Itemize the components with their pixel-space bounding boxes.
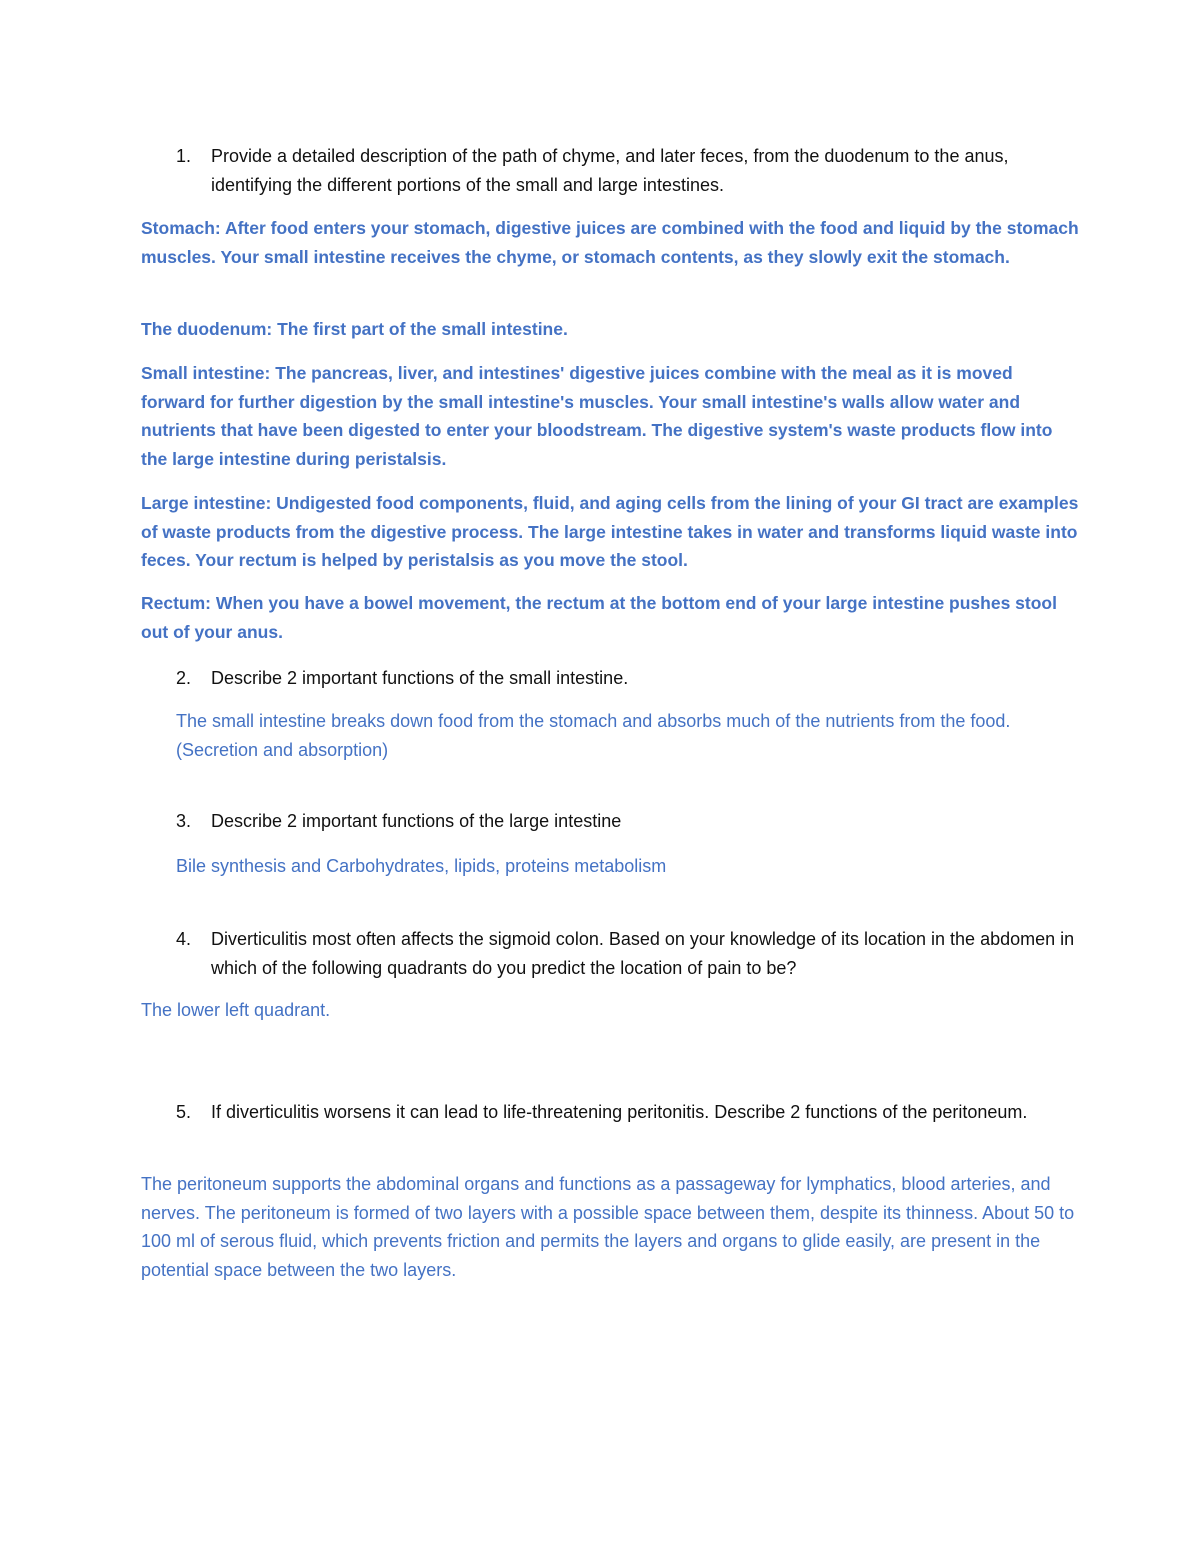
question-text: Describe 2 important functions of the small intestine.: [211, 668, 629, 688]
answer-2: The small intestine breaks down food from the stomach and absorbs much of the nutrients from the food. (Secretion and absorption): [176, 711, 1011, 760]
question-text: Describe 2 important functions of the large intestine: [211, 811, 622, 831]
question-4: [176, 925, 1076, 982]
answer-small-intestine: Small intestine: The pancreas, liver, and intestines' digestive juices combine with the meal as it is moved forward for further digestion by the small intestine's muscles. Your small intestine's walls allow water and nutrients that have been digested to enter your bloodstream. The digestive system's waste products flow into the large intestine during peristalsis.: [141, 363, 1053, 469]
question-text: If diverticulitis worsens it can lead to life-threatening peritonitis. Describe 2 functions of the peritoneum.: [211, 1102, 1028, 1122]
question-number: 3.: [176, 811, 192, 831]
question-number: 5.: [176, 1102, 192, 1122]
answer-large-intestine: Large intestine: Undigested food components, fluid, and aging cells from the lining of your GI tract are examples of waste products from the digestive process. The large intestine takes in water and transforms liquid waste into feces. Your rectum is helped by peristalsis as you move the stool.: [141, 493, 1079, 570]
question-number: 2.: [176, 668, 192, 688]
answer-4: The lower left quadrant.: [141, 1000, 331, 1020]
question-3: [176, 807, 1076, 836]
question-5: [176, 1098, 1076, 1127]
question-2: [176, 664, 1076, 693]
question-number: 4.: [176, 929, 192, 949]
question-1: [176, 142, 1076, 199]
answer-duodenum: The duodenum: The first part of the small intestine.: [141, 319, 568, 339]
question-text: Provide a detailed description of the path of chyme, and later feces, from the duodenum to the anus, identifying the different portions of the small and large intestines.: [211, 146, 1009, 195]
question-number: 1.: [176, 146, 192, 166]
answer-5: The peritoneum supports the abdominal organs and functions as a passageway for lymphatics, blood arteries, and nerves. The peritoneum is formed of two layers with a possible space between them, despite its thinness. About 50 to 100 ml of serous fluid, which prevents friction and permits the layers and organs to glide easily, are present in the potential space between the two layers.: [141, 1174, 1075, 1280]
answer-stomach: Stomach: After food enters your stomach, digestive juices are combined with the food and liquid by the stomach muscles. Your small intestine receives the chyme, or stomach contents, as they slowly exit the stomach.: [141, 218, 1079, 267]
question-text: Diverticulitis most often affects the sigmoid colon. Based on your knowledge of its location in the abdomen in which of the following quadrants do you predict the location of pain to be?: [211, 929, 1075, 978]
answer-3: Bile synthesis and Carbohydrates, lipids, proteins metabolism: [176, 856, 667, 876]
answer-rectum: Rectum: When you have a bowel movement, the rectum at the bottom end of your large intestine pushes stool out of your anus.: [141, 593, 1057, 642]
